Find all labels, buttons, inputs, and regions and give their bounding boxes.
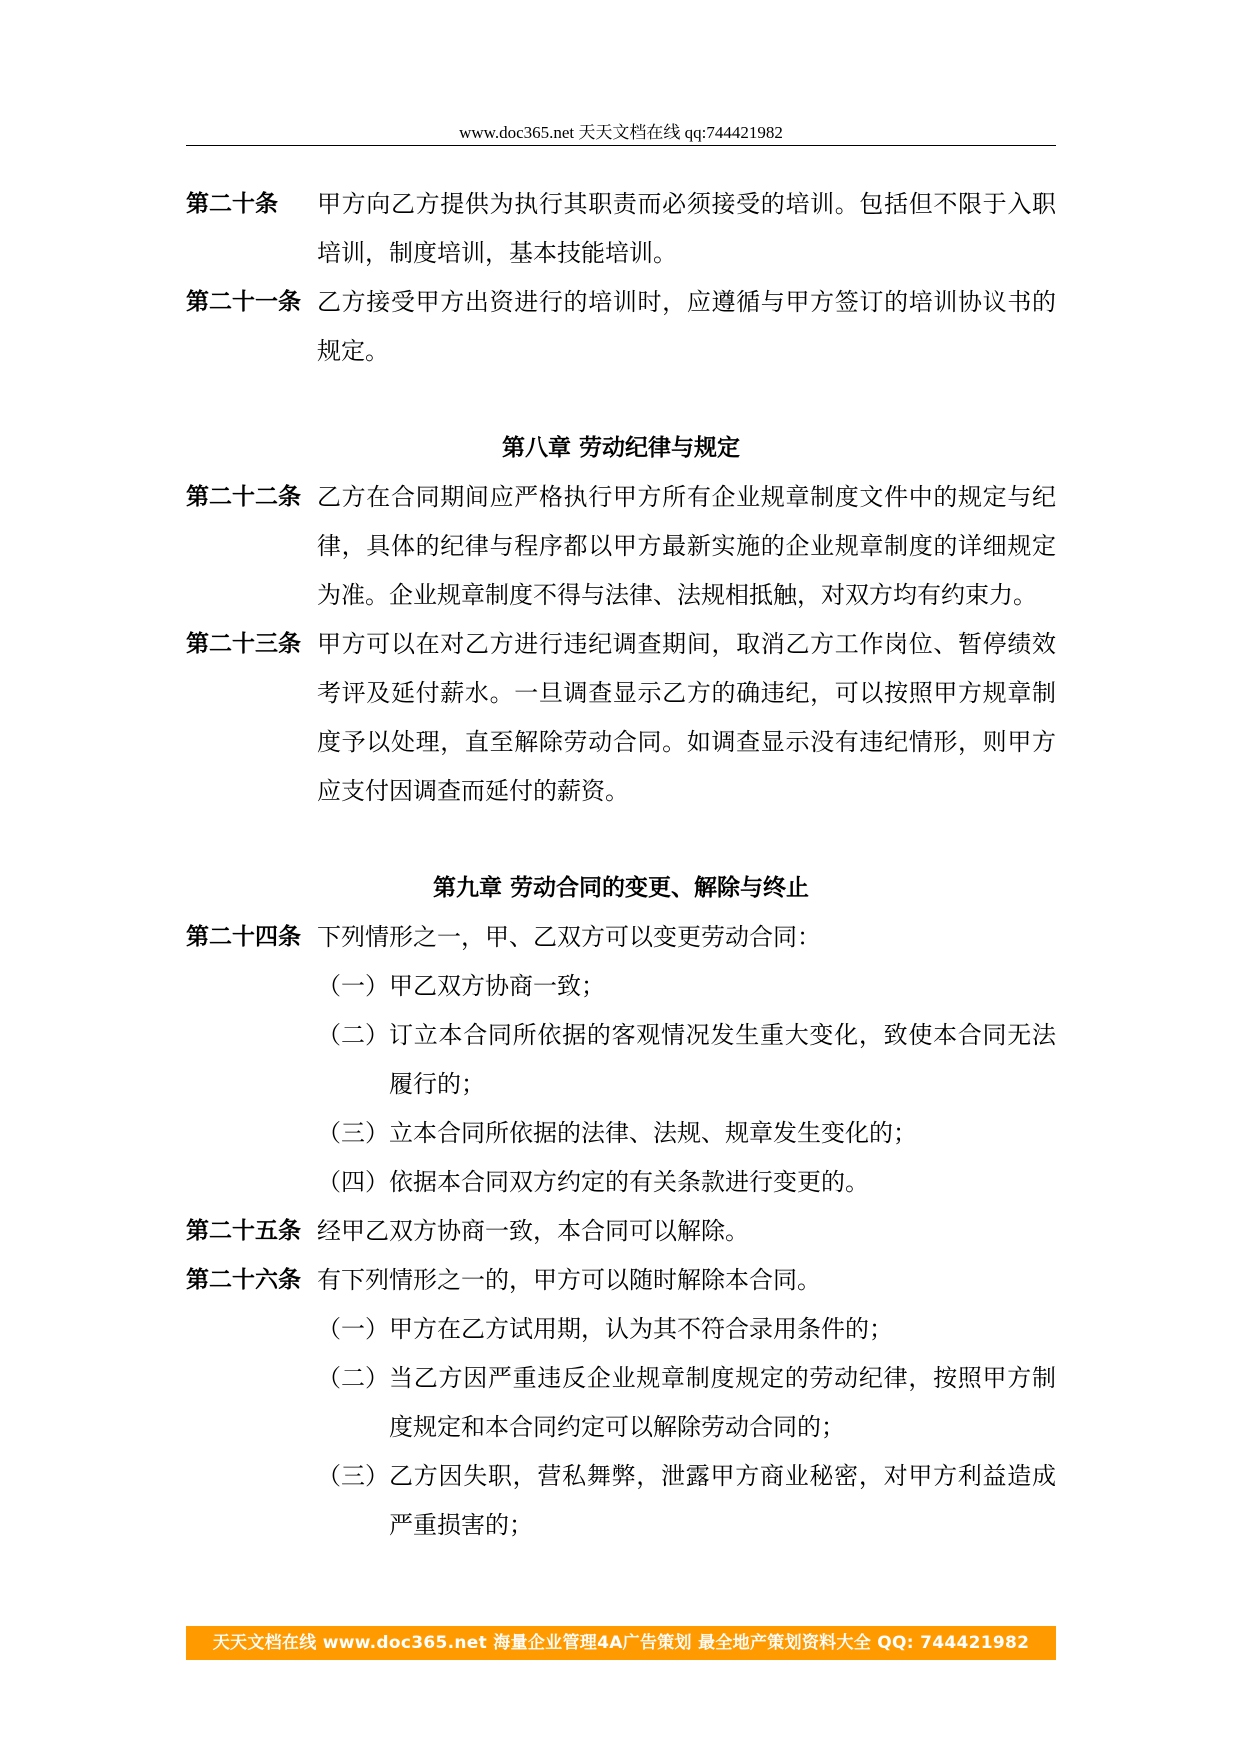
article-text: 甲方可以在对乙方进行违纪调查期间，取消乙方工作岗位、暂停绩效考评及延付薪水。一旦调查显示乙方的确违纪，可以按照甲方规章制度予以处理，直至解除劳动合同。如调查显示没有违纪情形，则甲方应支付因调查而延付的薪资。	[317, 630, 1056, 805]
list-item-text: 乙方因失职，营私舞弊，泄露甲方商业秘密，对甲方利益造成严重损害的；	[389, 1462, 1056, 1539]
article-text: 有下列情形之一的，甲方可以随时解除本合同。	[317, 1266, 821, 1294]
list-item	[186, 1011, 1056, 1109]
list-item-marker: （一）	[317, 972, 389, 1000]
chapter-heading-8: 第八章 劳动纪律与规定	[501, 435, 740, 461]
article-23	[186, 620, 1056, 816]
article-text: 经甲乙双方协商一致，本合同可以解除。	[317, 1217, 749, 1245]
article-25	[186, 1207, 1056, 1256]
list-item	[186, 1158, 1056, 1207]
article-24	[186, 913, 1056, 962]
list-item	[186, 1452, 1056, 1550]
list-item-marker: （二）	[317, 1021, 389, 1049]
page-header: www.doc365.net 天天文档在线 qq:744421982	[459, 123, 783, 142]
article-number: 第二十条	[186, 191, 278, 217]
article-text: 下列情形之一，甲、乙双方可以变更劳动合同：	[317, 923, 821, 951]
article-21	[186, 278, 1056, 376]
list-item-text: 依据本合同双方约定的有关条款进行变更的。	[389, 1168, 869, 1196]
article-number: 第二十六条	[186, 1267, 301, 1293]
list-item-text: 立本合同所依据的法律、法规、规章发生变化的；	[389, 1119, 917, 1147]
article-text: 乙方在合同期间应严格执行甲方所有企业规章制度文件中的规定与纪律，具体的纪律与程序都以甲方最新实施的企业规章制度的详细规定为准。企业规章制度不得与法律、法规相抵触，对双方均有约束力。	[317, 483, 1056, 609]
article-text: 甲方向乙方提供为执行其职责而必须接受的培训。包括但不限于入职培训，制度培训，基本技能培训。	[317, 190, 1056, 267]
list-item-marker: （二）	[317, 1364, 389, 1392]
list-item	[186, 1305, 1056, 1354]
list-item-marker: （四）	[317, 1168, 389, 1196]
article-20	[186, 180, 1056, 278]
article-number: 第二十三条	[186, 631, 301, 657]
list-item-text: 甲方在乙方试用期，认为其不符合录用条件的；	[389, 1315, 893, 1343]
article-number: 第二十一条	[186, 289, 301, 315]
list-item-text: 订立本合同所依据的客观情况发生重大变化，致使本合同无法履行的；	[389, 1021, 1056, 1098]
article-22	[186, 473, 1056, 620]
footer-banner: 天天文档在线 www.doc365.net 海量企业管理4A广告策划 最全地产策划资料大全 QQ: 744421982	[186, 1626, 1056, 1660]
list-item-text: 甲乙双方协商一致；	[389, 972, 605, 1000]
article-text: 乙方接受甲方出资进行的培训时，应遵循与甲方签订的培训协议书的规定。	[317, 288, 1056, 365]
document-body	[186, 180, 1056, 1550]
list-item-marker: （三）	[317, 1462, 389, 1490]
list-item-marker: （一）	[317, 1315, 389, 1343]
header-divider	[186, 145, 1056, 146]
chapter-heading-9: 第九章 劳动合同的变更、解除与终止	[432, 875, 809, 901]
article-number: 第二十四条	[186, 924, 301, 950]
article-number: 第二十二条	[186, 484, 301, 510]
list-item	[186, 1354, 1056, 1452]
article-number: 第二十五条	[186, 1218, 301, 1244]
list-item	[186, 962, 1056, 1011]
article-26	[186, 1256, 1056, 1305]
list-item	[186, 1109, 1056, 1158]
list-item-marker: （三）	[317, 1119, 389, 1147]
list-item-text: 当乙方因严重违反企业规章制度规定的劳动纪律，按照甲方制度规定和本合同约定可以解除劳动合同的；	[389, 1364, 1056, 1441]
